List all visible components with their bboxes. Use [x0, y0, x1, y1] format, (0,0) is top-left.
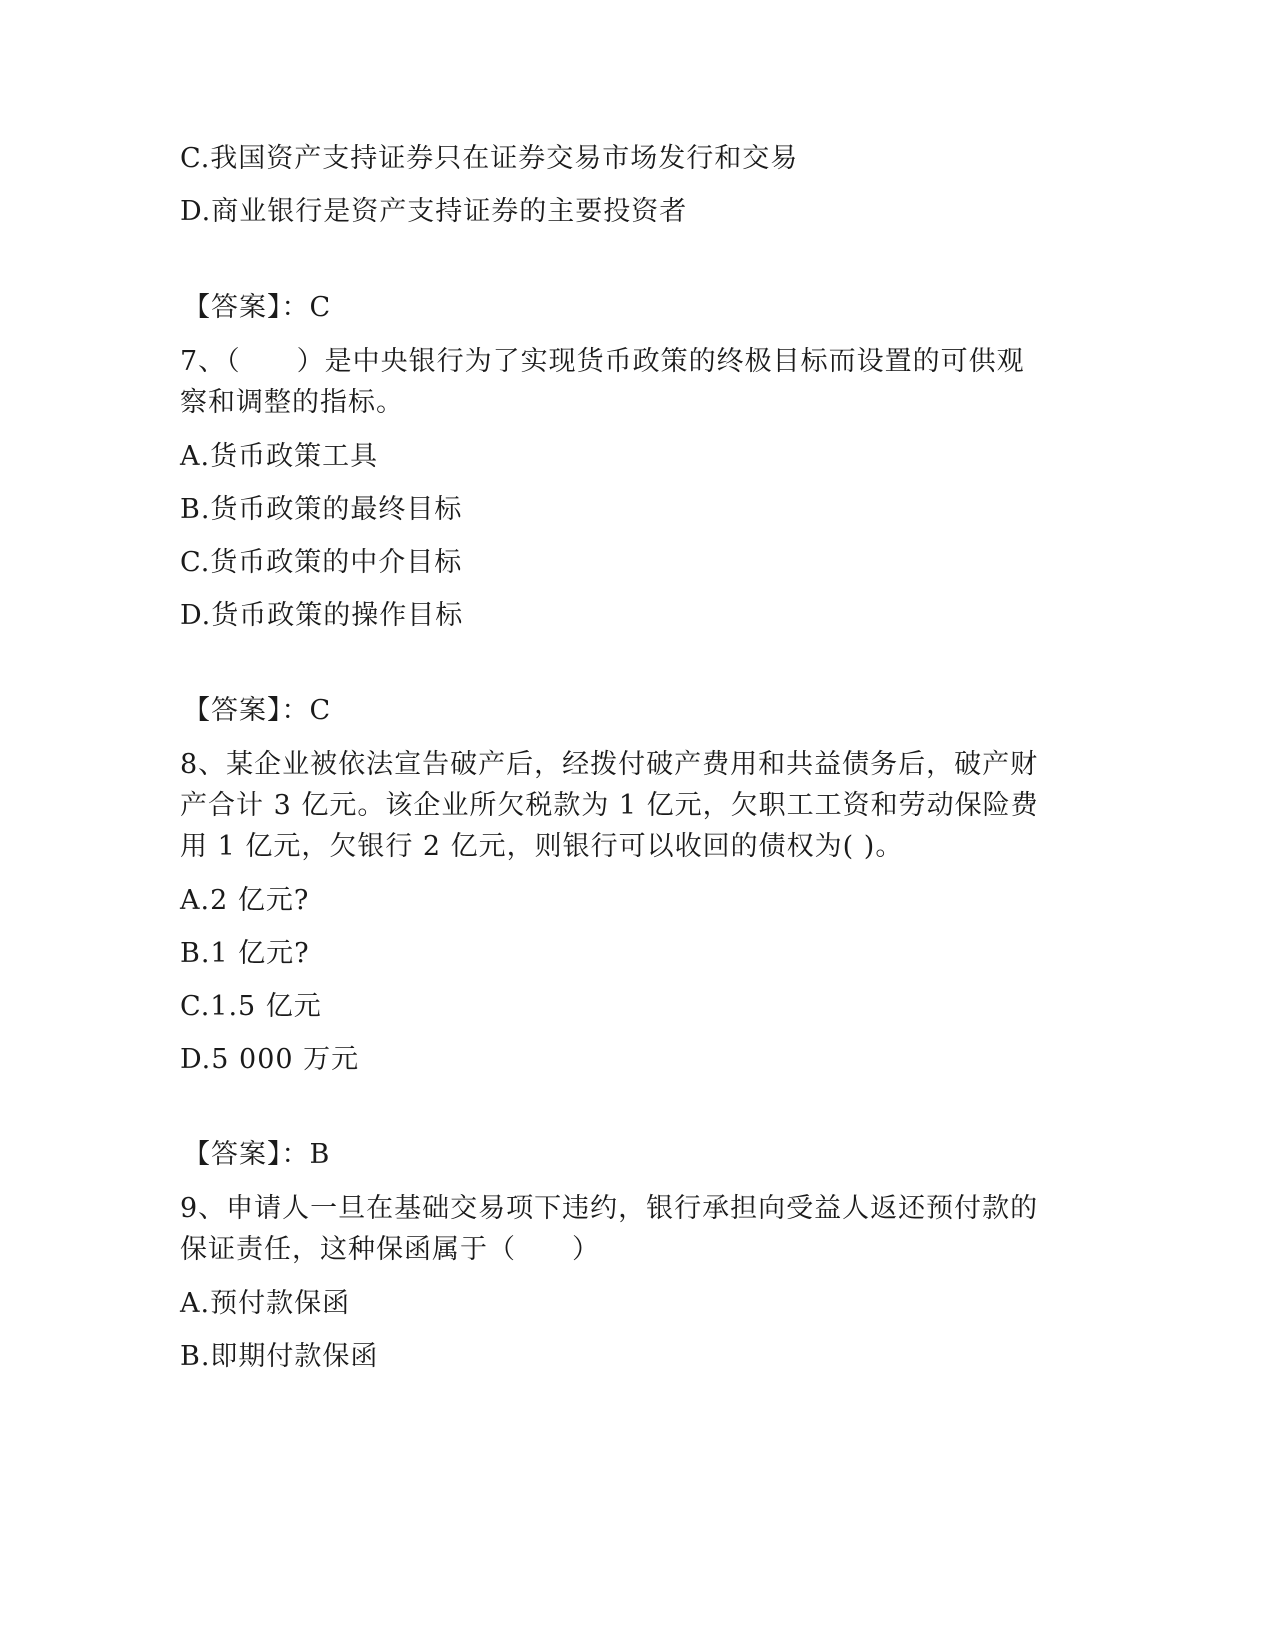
q7-stem-line-1: 7、（ ）是中央银行为了实现货币政策的终极目标而设置的可供观 — [180, 346, 1025, 377]
q6-option-d: D.商业银行是资产支持证券的主要投资者 — [180, 196, 688, 227]
q9-stem-line-1: 9、申请人一旦在基础交易项下违约，银行承担向受益人返还预付款的 — [180, 1193, 1039, 1224]
q6-option-c: C.我国资产支持证券只在证券交易市场发行和交易 — [180, 143, 799, 174]
q7-option-d: D.货币政策的操作目标 — [180, 600, 464, 631]
q7-option-b: B.货币政策的最终目标 — [180, 494, 463, 525]
q8-answer: 【答案】：B — [183, 1139, 331, 1170]
q8-stem-line-3: 用 1 亿元，欠银行 2 亿元，则银行可以收回的债权为( )。 — [180, 831, 904, 862]
q9-option-a: A.预付款保函 — [180, 1288, 351, 1319]
q8-stem-line-2: 产合计 3 亿元。该企业所欠税款为 1 亿元，欠职工工资和劳动保险费 — [180, 790, 1039, 821]
q8-option-b: B.1 亿元? — [180, 938, 310, 969]
q9-option-b: B.即期付款保函 — [180, 1341, 379, 1372]
q8-stem-line-1: 8、某企业被依法宣告破产后，经拨付破产费用和共益债务后，破产财 — [180, 749, 1039, 780]
q7-option-c: C.货币政策的中介目标 — [180, 547, 463, 578]
q8-option-d: D.5 000 万元 — [180, 1044, 360, 1075]
q7-option-a: A.货币政策工具 — [180, 441, 379, 472]
q6-answer: 【答案】：C — [183, 292, 332, 323]
q7-stem-line-2: 察和调整的指标。 — [180, 387, 404, 418]
q7-answer: 【答案】：C — [183, 695, 332, 726]
q8-option-a: A.2 亿元? — [180, 885, 310, 916]
q9-stem-line-2: 保证责任，这种保函属于（ ） — [180, 1234, 600, 1265]
q8-option-c: C.1.5 亿元 — [180, 991, 322, 1022]
